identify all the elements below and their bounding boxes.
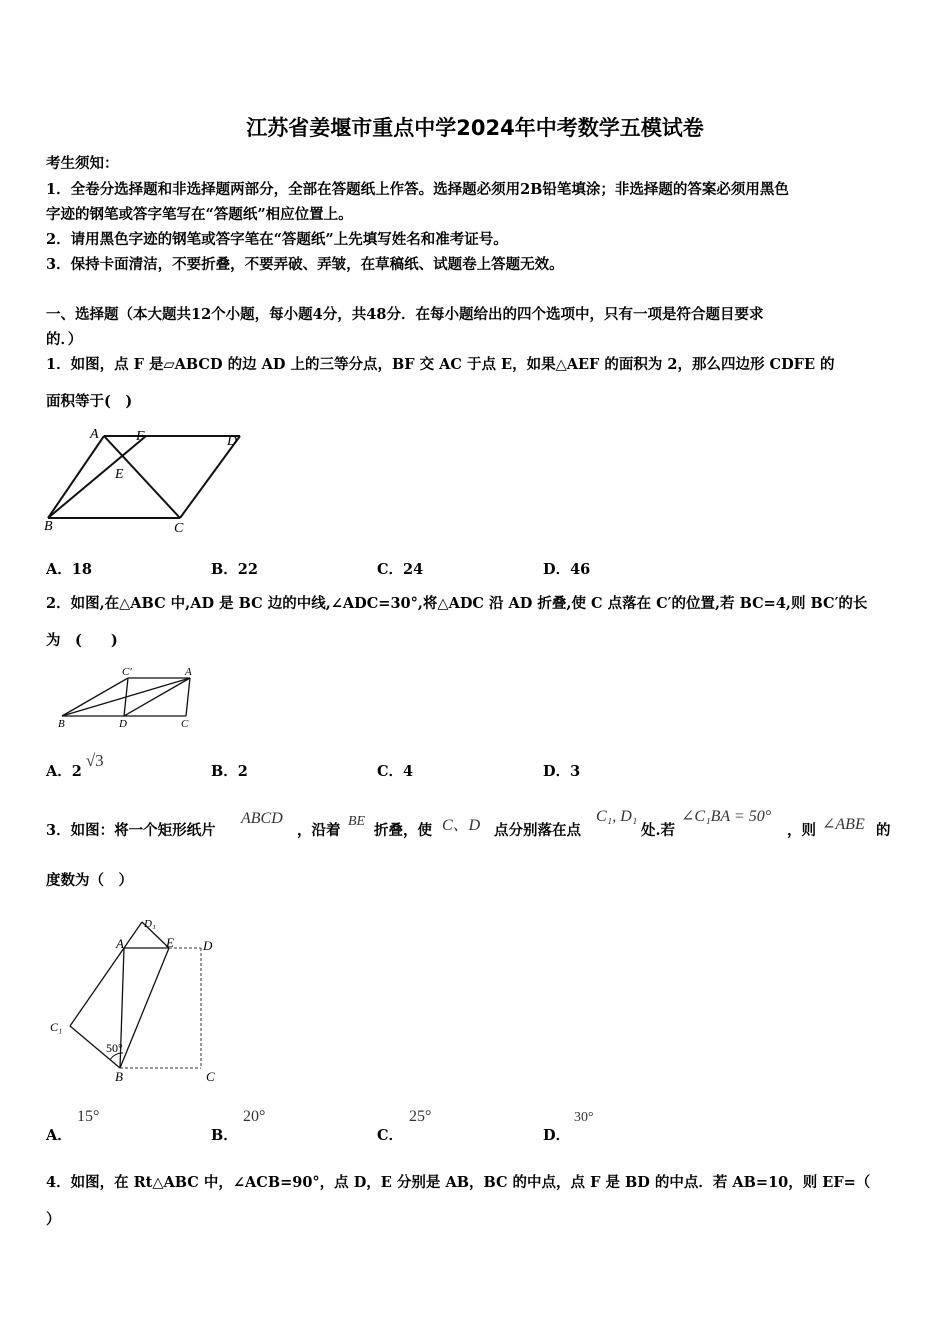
q3-stem-text-4: 点分别落在点 <box>494 822 581 839</box>
q1-stem-a: 1．如图，点 F 是▱ABCD 的边 AD 上的三等分点，BF 交 AC 于点 E，如果△AEF 的面积为 2，那么四边形 CDFE 的 <box>46 356 835 373</box>
q2-option-a[interactable] <box>46 751 104 781</box>
q3-stem-text-6: ，则 <box>787 822 816 839</box>
q2-label-c-prime: C′ <box>122 666 132 678</box>
notice-line-3: 3．保持卡面清洁，不要折叠，不要弄破、弄皱，在草稿纸、试题卷上答题无效。 <box>46 256 564 273</box>
q3-math-c1d1: C₁, D₁ <box>596 808 638 825</box>
section-heading-a: 一、选择题（本大题共12个小题，每小题4分，共48分．在每小题给出的四个选项中，只有一项是符合题目要求 <box>46 306 764 323</box>
q3-label-b: B <box>115 1069 123 1084</box>
q1-label-b: B <box>44 519 53 534</box>
q3-math-abcd: ABCD <box>241 810 283 827</box>
q3-option-a-value: 15° <box>77 1108 100 1125</box>
q1-segment-bf <box>48 436 146 518</box>
q2-label-d: D <box>119 718 127 730</box>
q3-stem-text-2: ，沿着 <box>297 822 341 839</box>
q2-option-d[interactable]: D．3 <box>543 763 581 780</box>
q3-stem-b: 度数为（ ） <box>46 872 133 889</box>
q1-option-a[interactable]: A．18 <box>46 561 92 578</box>
q2-option-a-label: A．2 <box>46 763 82 780</box>
notice-line-1b: 字迹的钢笔或答字笔写在“答题纸”相应位置上。 <box>46 206 353 223</box>
q3-label-d: D <box>203 938 213 953</box>
q2-label-a: A <box>185 666 192 678</box>
q2-stem-b: 为 ( ) <box>46 632 118 649</box>
q3-label-c: C <box>206 1069 215 1084</box>
q3-option-c-value: 25° <box>409 1108 432 1125</box>
q3-label-angle: 50° <box>106 1041 123 1055</box>
q1-label-d: D <box>227 434 238 449</box>
notice-line-1a: 1．全卷分选择题和非选择题两部分，全部在答题纸上作答。选择题必须用2B铅笔填涂；非选择题的答案必须用黑色 <box>46 181 789 198</box>
q3-stem-text-3: 折叠，使 <box>374 822 432 839</box>
q2-label-c: C <box>181 718 189 730</box>
q1-label-c: C <box>174 521 184 536</box>
q3-option-b[interactable]: B． <box>211 1127 238 1144</box>
q3-label-c1: C₁ <box>50 1020 63 1034</box>
q2-label-b: B <box>58 718 65 730</box>
q3-option-c[interactable]: C． <box>377 1127 404 1144</box>
q1-figure <box>40 422 246 540</box>
q1-label-e: E <box>115 467 124 482</box>
q1-option-b[interactable]: B．22 <box>211 561 258 578</box>
q3-option-b-value: 20° <box>243 1108 266 1125</box>
q3-figure <box>44 908 224 1088</box>
q2-option-b[interactable]: B．2 <box>211 763 248 780</box>
q3-label-a: A <box>116 936 124 951</box>
q3-label-e: E <box>166 935 174 950</box>
q4-stem-b: ） <box>46 1211 61 1228</box>
q1-stem-b: 面积等于( ) <box>46 393 133 410</box>
q3-stem-text-7: 的 <box>876 822 891 839</box>
q3-option-a[interactable]: A． <box>46 1127 72 1144</box>
q2-stem-a: 2．如图,在△ABC 中,AD 是 BC 边的中线,∠ADC=30°,将△ADC 沿 AD 折叠,使 C 点落在 C′的位置,若 BC=4,则 BC′的长 <box>46 595 868 612</box>
notice-line-2: 2．请用黑色字迹的钢笔或答字笔在“答题纸”上先填写姓名和准考证号。 <box>46 231 508 248</box>
section-heading-b: 的．） <box>46 331 83 348</box>
q4-stem-a: 4．如图，在 Rt△ABC 中，∠ACB=90°，点 D，E 分别是 AB，BC 的中点，点 F 是 BD 的中点．若 AB=10，则 EF=（ <box>46 1174 871 1191</box>
q1-label-a: A <box>90 427 99 442</box>
q1-option-d[interactable]: D．46 <box>543 561 591 578</box>
q1-option-c[interactable]: C．24 <box>377 561 424 578</box>
q3-stem-text-1: 3．如图：将一个矩形纸片 <box>46 822 216 839</box>
q3-label-d1: D₁ <box>144 918 156 930</box>
notice-heading: 考生须知： <box>46 155 119 172</box>
q2-option-a-root: √3 <box>85 751 104 770</box>
q3-math-be: BE <box>348 814 366 829</box>
page-title: 江苏省姜堰市重点中学2024年中考数学五模试卷 <box>246 116 704 140</box>
q2-figure <box>52 662 202 732</box>
q3-stem-text-5: 处.若 <box>641 822 676 839</box>
q3-math-abe: ∠ABE <box>822 816 865 833</box>
q1-label-f: F <box>136 429 145 444</box>
q3-option-d-value: 30° <box>574 1110 594 1125</box>
q3-option-d[interactable]: D． <box>543 1127 571 1144</box>
q2-option-c[interactable]: C．4 <box>377 763 414 780</box>
q3-math-cd: C、D <box>442 817 481 834</box>
q3-math-angle: ∠C₁BA = 50° <box>681 808 772 825</box>
